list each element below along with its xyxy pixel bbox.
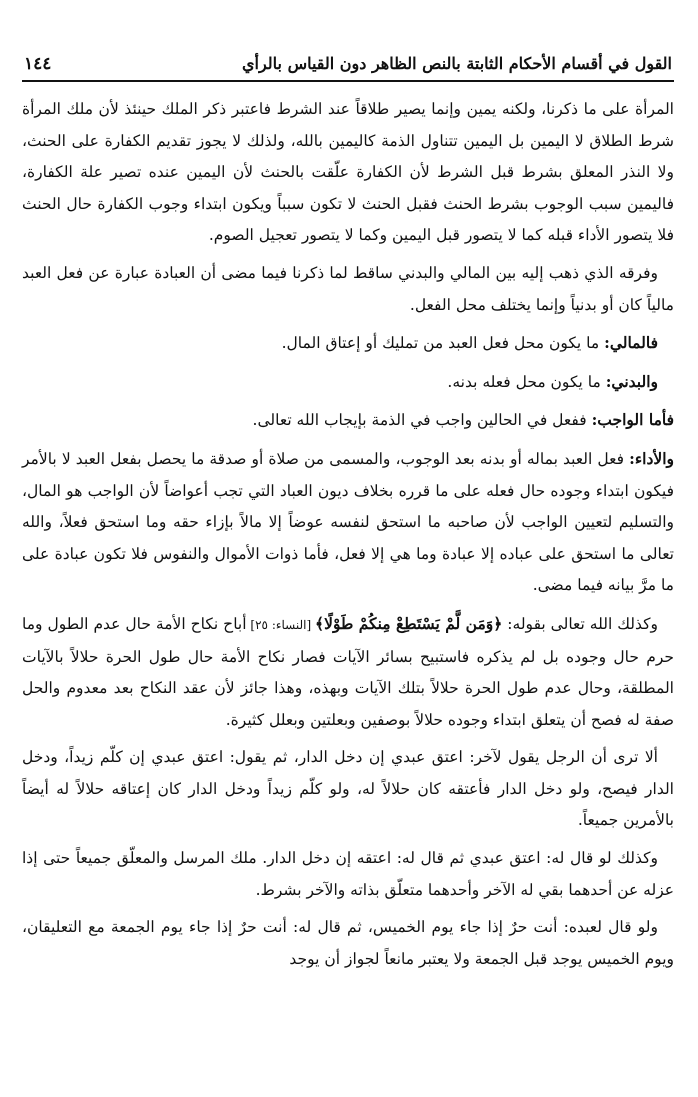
page-body bbox=[22, 94, 674, 975]
definition-wajib bbox=[22, 404, 674, 437]
term-mali: فالمالي: bbox=[604, 333, 658, 353]
header-rule bbox=[22, 80, 674, 82]
paragraph-quran-intro: وكذلك الله تعالى بقوله: bbox=[502, 614, 659, 633]
book-page bbox=[22, 52, 674, 981]
quran-verse: ﴿وَمَن لَّمْ يَسْتَطِعْ مِنكُمْ طَوْلًا﴾ bbox=[315, 613, 503, 633]
definition-mali-text: ما يكون محل فعل العبد من تمليك أو إعتاق المال. bbox=[281, 334, 605, 353]
paragraph-2: وفرقه الذي ذهب إليه بين المالي والبدني ساقط لما ذكرنا فيما مضى أن العبادة عبارة عن فعل العبد مالياً كان أو بدنياً وإنما يختلف محل الفعل. bbox=[22, 263, 674, 314]
definition-adaa bbox=[22, 443, 674, 602]
definition-mali bbox=[22, 327, 674, 360]
definition-badani-text: ما يكون محل فعله بدنه. bbox=[447, 372, 606, 391]
term-wajib: فأما الواجب: bbox=[591, 410, 674, 430]
page-number: ١٤٤ bbox=[24, 54, 52, 74]
verse-reference: [النساء: ٢٥] bbox=[246, 617, 316, 632]
paragraph-1: المرأة على ما ذكرنا، ولكنه يمين وإنما يصير طلاقاً عند الشرط فاعتبر ذكر الملك حينئذ لأن ملك المرأة شرط الطلاق لا اليمين بل اليمين تتناول الذمة كاليمين بالله، ولذلك لا يجوز تقديم الكفارة على الحنث، ولا النذر المعلق بشرط قبل الشرط لأن الكفارة علّقت بالحنث لأن اليمين عنده تصير علة الكفارة، فاليمين سبب الوجوب بشرط الحنث فقبل الحنث لا تكون سبباً ويكون ابتداء وجوب الكفارة حال الحنث فلا يتصور الأداء قبله كما لا يتصور قبل اليمين وكما لا يتصور تعجيل الصوم. bbox=[22, 100, 674, 245]
running-header bbox=[22, 52, 674, 80]
paragraph-example-3: ولو قال لعبده: أنت حرٌ إذا جاء يوم الخميس، ثم قال له: أنت حرٌ إذا جاء يوم الجمعة مع التعليقان، ويوم الخميس يوجد قبل الجمعة ولا يعتبر مانعاً لجواز أن يوجد bbox=[22, 918, 674, 968]
paragraph-quran bbox=[22, 608, 674, 736]
definition-adaa-text: فعل العبد بماله أو بدنه بعد الوجوب، والمسمى من صلاة أو صدقة ما يحصل بفعل العبد لا بالأمر فيكون ابتداء وجوده حال فعله على ما قرره بخلاف ديون العباد التي تجب أعواضاً لأن الواجب هو المال، والتسليم لتعيين الواجب لأن صاحبه ما استحق لنفسه عوضاً إلا مالاً بإزاء حقه وما استحق فعلاً، والله تعالى ما استحق على عباده إلا عبادة وما هي إلا فعل، فأما ذوات الأموال والنفوس فلا تكون عبادة على ما مرَّ بيانه فيما مضى. bbox=[22, 449, 674, 595]
paragraph-example-1: ألا ترى أن الرجل يقول لآخر: اعتق عبدي إن دخل الدار، ثم يقول: اعتق عبدي إن كلّم زيداً، ودخل الدار فيصح، ولو دخل الدار فأعتقه كان حلالاً له، ولو كلّم زيداً ودخل الدار كان إعتاقه حلالاً له أيضاً بالأمرين جميعاً. bbox=[22, 748, 674, 830]
paragraph-quran-rest: أباح نكاح الأمة حال عدم الطول وما حرم حال وجوده بل لم يذكره فاستبيح بسائر الآيات فصار نكاح الأمة حال طول الحرة حلالاً بالآيات المطلقة، وحال عدم طول الحرة حلالاً بتلك الآيات وبهذه، وهذا جائز لأن عقد النكاح بعد معدوم والحل صفة له فصح أن يتعلق ابتداء وجوده حلالاً بوصفين وبعلتين وبعلل كثيرة. bbox=[22, 614, 674, 729]
definition-wajib-text: ففعل في الحالين واجب في الذمة بإيجاب الله تعالى. bbox=[252, 411, 592, 430]
header-title: القول في أقسام الأحكام الثابتة بالنص الظاهر دون القياس بالرأي bbox=[242, 54, 672, 73]
definition-badani bbox=[22, 366, 674, 399]
term-badani: والبدني: bbox=[605, 371, 658, 391]
paragraph-example-2: وكذلك لو قال له: اعتق عبدي ثم قال له: اعتقه إن دخل الدار. ملك المرسل والمعلّق جميعاً حتى إذا عزله عن أحدهما بقي له الآخر وأحدهما متعلّق بذاته والآخر بشرط. bbox=[22, 849, 674, 899]
term-adaa: والأداء: bbox=[629, 448, 674, 468]
